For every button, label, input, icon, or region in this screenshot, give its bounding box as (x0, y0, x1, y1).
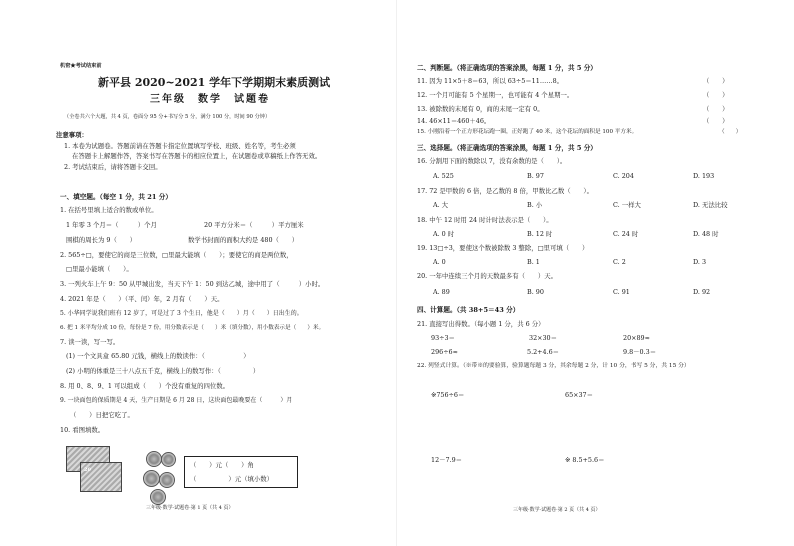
question-15: 15. 小刚沿着一个正方形花坛跑一圈，正好跑了 40 米，这个花坛的面积是 100 平方米。 (417, 129, 638, 135)
calc-item: 20×89≈ (623, 334, 650, 342)
option: A. 89 (433, 288, 450, 296)
coin-image (143, 470, 160, 487)
option: B. 97 (527, 172, 544, 180)
answer-paren: （ ） (719, 129, 742, 135)
calc-item: 296÷6≈ (431, 348, 458, 356)
answer-paren: （ ） (703, 91, 729, 99)
calc-item: 32×30＝ (529, 334, 558, 342)
question-7: 7. 读一读，写一写。 (60, 338, 120, 346)
question-3: 3. 一列火车上午 9：50 从甲城出发，当天下午 1：50 到达乙城，途中用了（ ）小时。 (60, 280, 325, 288)
option: B. 小 (527, 201, 543, 209)
notice-2: 2. 考试结束后，请将答题卡交回。 (64, 163, 162, 171)
calc-item: 9.8－0.3＝ (623, 348, 657, 356)
vertical-calc-item: ※756÷6＝ (431, 391, 465, 399)
question-1c: 围棋的周长为 9（ ） (66, 236, 137, 244)
section-4-heading: 四、计算题。（共 38+5＝43 分） (417, 306, 520, 314)
question-5: 5. 小华同学说我们班有 12 岁了，可是过了 3 个生日，他是（ ）月（ ）日出生的。 (60, 310, 303, 317)
option: C. 2 (613, 258, 626, 266)
option: D. 193 (693, 172, 715, 180)
question-12: 12. 一个月可能有 5 个星期一，也可能有 4 个星期一。 (417, 91, 574, 99)
page-footer: 三年级·数学·试题卷·第 1 页（共 4 页） (146, 505, 234, 511)
question-13: 13. 被除数的末尾有 0，商的末尾一定有 0。 (417, 105, 544, 113)
option: D. 48 时 (693, 230, 719, 238)
question-22: 22. 列竖式计算。（※带※的要验算，验算题每题 3 分，其余每题 2 分，计 10 分，书写 5 分，共 15 分） (417, 363, 690, 369)
question-19: 19. 13□÷3，要使这个数被除数 3 整除，□里可填（ ） (417, 244, 589, 252)
coin-image (161, 452, 176, 467)
coin-image (150, 489, 166, 505)
question-1b: 20 平方分米＝（ ）平方厘米 (204, 221, 304, 229)
coin-image (146, 451, 162, 467)
question-21: 21. 直接写出得数。（每小题 1 分，共 6 分） (417, 320, 545, 328)
vertical-calc-item: 65×37＝ (565, 391, 594, 399)
question-1: 1. 在括号里填上适合的数或单位。 (60, 206, 158, 214)
notice-heading: 注意事项： (56, 131, 88, 139)
question-6: 6. 把 1 米平均分成 10 份，每份是 7 份，用分数表示是（ ）米（填分数），用小数表示是（ ）米。 (60, 325, 325, 331)
calc-item: 93÷3＝ (431, 334, 455, 342)
exam-subtitle: 三年级 数学 试题卷 (150, 94, 270, 105)
vertical-calc-item: 12－7.9＝ (431, 456, 463, 464)
option: C. 204 (613, 172, 634, 180)
section-2-heading: 二、判断题。（将正确选项的答案涂黑，每题 1 分，共 5 分） (417, 64, 597, 72)
question-14: 14. 46×11＝460＋46。 (417, 117, 491, 125)
option: B. 12 时 (527, 230, 553, 238)
option: B. 90 (527, 288, 544, 296)
exam-info: （全卷共六个大题，共 4 页，卷面分 95 分+书写分 5 分，满分 100 分，时间 90 分钟） (64, 114, 271, 120)
question-1d: 数学书封面的面积大约是 480（ ） (188, 236, 299, 244)
page-footer: 三年级·数学·试题卷·第 2 页（共 4 页） (513, 507, 601, 513)
question-7a: (1) 一个文具盒 65.80 元钱，横线上的数读作：（ ） (66, 352, 250, 360)
question-9: 9. 一块面包的保质期是 4 天，生产日期是 6 月 28 日，这块面包最晚要在（ ）月 (60, 397, 293, 404)
answer-paren: （ ） (703, 117, 729, 125)
exam-title: 新平县 2020~2021 学年下学期期末素质测试 (98, 76, 331, 89)
question-9b: （ ）日把它吃了。 (70, 411, 134, 419)
option: A. 0 (433, 258, 446, 266)
section-1-heading: 一、填空题。（每空 1 分，共 21 分） (60, 193, 172, 201)
question-8: 8. 用 0、8、9、1 可以组成（ ）个没有重复的四位数。 (60, 382, 230, 390)
question-1a: 1 年零 3 个月＝（ ）个月 (66, 221, 157, 229)
question-16: 16. 分割用下面的数除以 7，没有余数的是（ ）。 (417, 157, 567, 165)
answer-paren: （ ） (703, 105, 729, 113)
banknote-value: 20 (84, 467, 91, 473)
notice-1: 1. 本卷为试题卷。答题前请在答题卡指定位置填写学校、班级、姓名等，考生必须 (64, 142, 296, 150)
confidential-mark: 机密★考试结束前 (60, 63, 102, 69)
question-4: 4. 2021 年是（ ）（平、闰）年，2 月有（ ）天。 (60, 295, 224, 303)
calc-item: 5.2+4.6＝ (527, 348, 560, 356)
question-17: 17. 72 是甲数的 6 倍，是乙数的 8 倍，甲数比乙数（ ）。 (417, 187, 594, 195)
question-2b: □里最小能填（ ）。 (66, 265, 133, 273)
option: A. 0 时 (433, 230, 455, 238)
option: C. 24 时 (613, 230, 639, 238)
question-20: 20. 一年中连续三个月的天数最多有（ ）天。 (417, 272, 558, 280)
exam-page-2 (397, 0, 794, 546)
option: A. 大 (433, 201, 449, 209)
vertical-calc-item: ※ 8.5+5.6＝ (565, 456, 605, 464)
coin-image (159, 472, 175, 488)
answer-paren: （ ） (703, 77, 729, 85)
option: A. 525 (433, 172, 454, 180)
question-10: 10. 看图填数。 (60, 426, 105, 434)
notice-1b: 在答题卡上解题作答，答案书写在答题卡的相应位置上，在试题卷或草稿纸上作答无效。 (72, 152, 322, 160)
option: B. 1 (527, 258, 540, 266)
option: C. 一样大 (613, 201, 641, 209)
question-11: 11. 因为 11×5＋8＝63，所以 63÷5＝11……8。 (417, 77, 564, 85)
option: D. 无法比较 (693, 201, 728, 209)
answer-yuan-jiao: （ ）元（ ）角 (190, 461, 254, 469)
option: D. 3 (693, 258, 707, 266)
section-3-heading: 三、选择题。（将正确选项的答案涂黑，每题 1 分，共 5 分） (417, 144, 597, 152)
question-18: 18. 中午 12 时用 24 时计时法表示是（ ）。 (417, 216, 553, 224)
option: C. 91 (613, 288, 630, 296)
option: D. 92 (693, 288, 711, 296)
question-7b: (2) 小明的体重是三十八点五千克，横线上的数写作：（ ） (66, 367, 260, 375)
answer-decimal: （ ）元（填小数） (190, 475, 274, 483)
question-2: 2. 565÷□，要使它的商是三位数，□里最大能填（ ）；要使它的商是两位数， (60, 251, 293, 259)
